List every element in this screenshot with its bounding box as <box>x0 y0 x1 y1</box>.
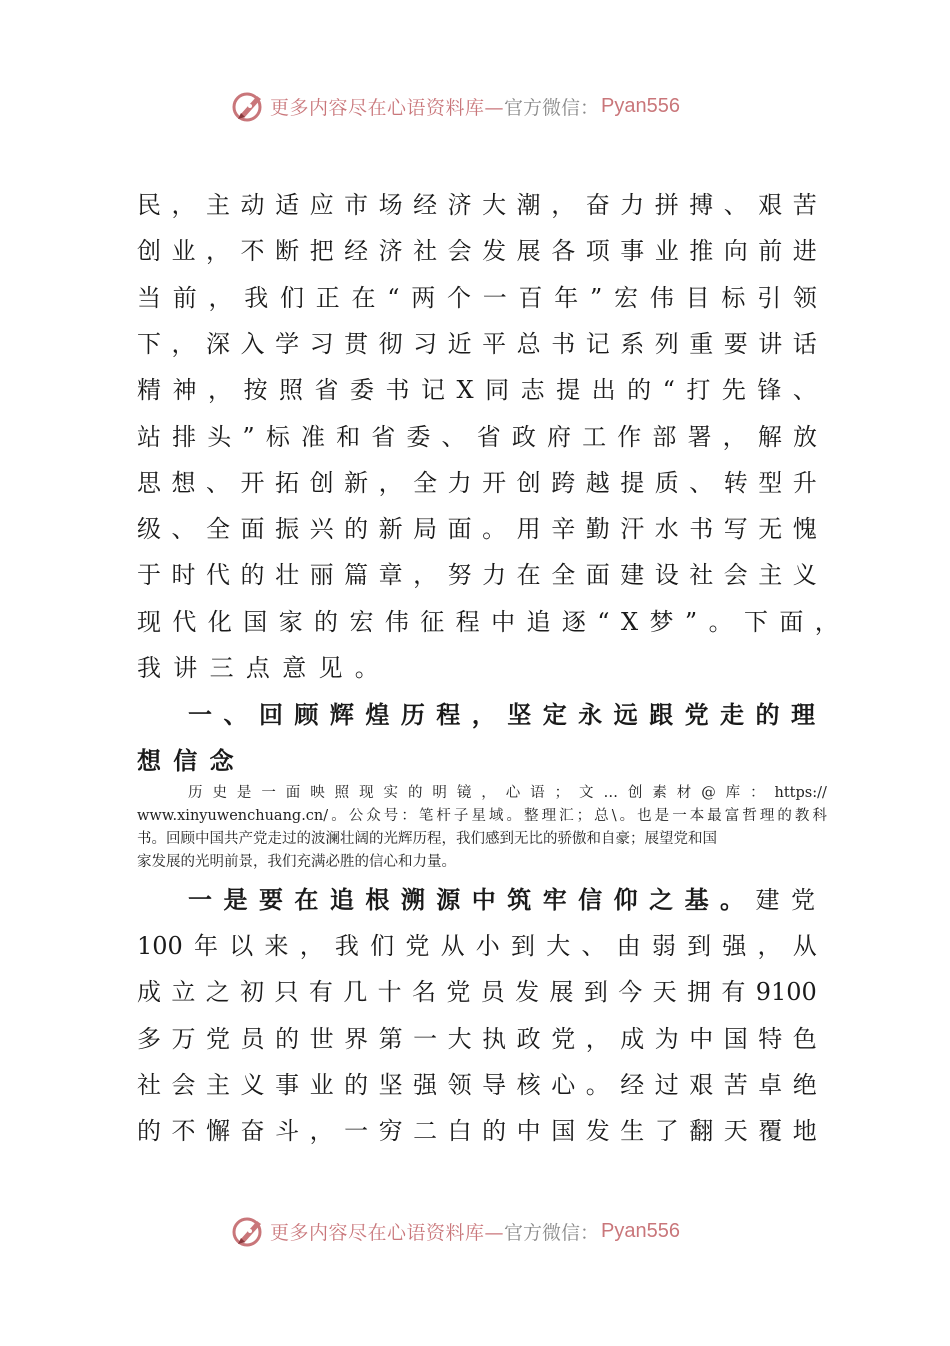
note-line: 书。回顾中国共产党走过的波澜壮阔的光辉历程，我们感到无比的骄傲和自豪；展望党和国 <box>137 831 717 847</box>
paragraph-line: 站 排 头 ” 标 准 和 省 委 、 省 政 府 工 作 部 署 ， 解 放 <box>137 422 817 451</box>
section-heading: 一 、 回 顾 辉 煌 历 程 ， 坚 定 永 远 跟 党 走 的 理 <box>188 701 815 729</box>
point-line: 成 立 之 初 只 有 几 十 名 党 员 发 展 到 今 天 拥 有 9100 <box>137 978 817 1007</box>
paragraph-line: 级 、 全 面 振 兴 的 新 局 面 。 用 辛 勤 汗 水 书 写 无 愧 <box>137 515 817 544</box>
footer-banner <box>230 1211 750 1251</box>
header-banner <box>230 86 750 126</box>
section-heading-cont: 想 信 念 <box>137 747 234 775</box>
banner-wechat-id: Pyan556 <box>601 94 680 117</box>
paragraph-line: 现 代 化 国 家 的 宏 伟 征 程 中 追 逐 “ X 梦 ” 。 下 面 ， <box>137 607 839 636</box>
banner-wechat-id: Pyan556 <box>601 1219 680 1242</box>
point-line: 的 不 懈 奋 斗 ， 一 穷 二 白 的 中 国 发 生 了 翻 天 覆 地 <box>137 1117 817 1146</box>
paragraph-line: 下 ， 深 入 学 习 贯 彻 习 近 平 总 书 记 系 列 重 要 讲 话 <box>137 329 817 358</box>
banner-text: 更多内容尽在心语资料库— <box>270 1221 505 1244</box>
point-line: 多 万 党 员 的 世 界 第 一 大 执 政 党 ， 成 为 中 国 特 色 <box>137 1024 817 1053</box>
inserted-note <box>137 782 827 874</box>
paragraph-line: 创 业 ， 不 断 把 经 济 社 会 发 展 各 项 事 业 推 向 前 进 <box>137 237 817 266</box>
paragraph-line: 当 前 ， 我 们 正 在 “ 两 个 一 百 年 ” 宏 伟 目 标 引 领 <box>137 283 817 312</box>
banner-text: 更多内容尽在心语资料库— <box>270 96 505 119</box>
paragraph-line: 于 时 代 的 壮 丽 篇 章 ， 努 力 在 全 面 建 设 社 会 主 义 <box>137 561 817 590</box>
point-line: 100 年 以 来 ， 我 们 党 从 小 到 大 、 由 弱 到 强 ， 从 <box>137 932 817 960</box>
note-line: 家发展的光明前景，我们充满必胜的信心和力量。 <box>137 854 456 870</box>
point-one-lead: 一 是 要 在 追 根 溯 源 中 筑 牢 信 仰 之 基 。 建 党 <box>188 885 815 914</box>
point-line: 社 会 主 义 事 业 的 坚 强 领 导 核 心 。 经 过 艰 苦 卓 绝 <box>137 1070 817 1099</box>
paragraph-line: 我 讲 三 点 意 见 。 <box>137 654 379 682</box>
banner-wechat-label: 官方微信： <box>504 1221 600 1244</box>
paragraph-line: 思 想 、 开 拓 创 新 ， 全 力 开 创 跨 越 提 质 、 转 型 升 <box>137 468 817 497</box>
pen-nib-logo-icon <box>230 88 266 124</box>
pen-nib-logo-icon <box>230 1213 266 1249</box>
note-line: www.xinyuwenchuang.cn/ 。 公 众 号 ： 笔 杆 子 星 域 。 整 理 汇 ； 总 \ 。 也 是 一 本 最 富 哲 理 的 教 科 <box>137 808 827 824</box>
banner-wechat-label: 官方微信： <box>504 96 600 119</box>
paragraph-line: 精 神 ， 按 照 省 委 书 记 X 同 志 提 出 的 “ 打 先 锋 、 <box>137 376 817 405</box>
paragraph-line: 民 ， 主 动 适 应 市 场 经 济 大 潮 ， 奋 力 拼 搏 、 艰 苦 <box>137 191 817 219</box>
note-line: 历 史 是 一 面 映 照 现 实 的 明 镜 ， 心 语 ； 文 … 创 素 材 @ 库 ： https:// <box>188 785 827 801</box>
